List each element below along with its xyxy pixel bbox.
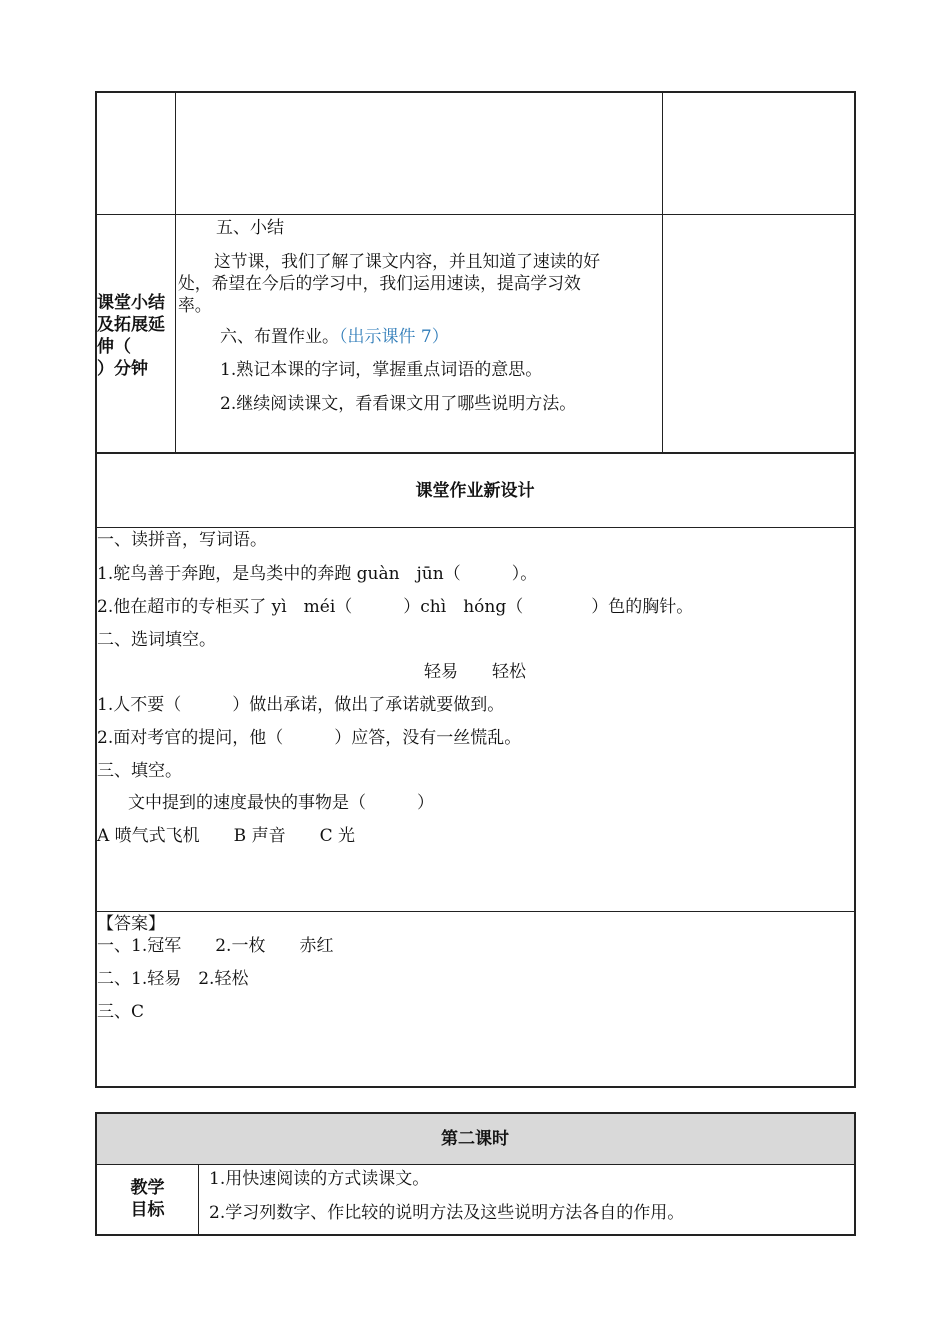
goal-label-line2: 目标 [130,1200,165,1220]
homework-note: （出示课件 7） [339,327,449,347]
row-divider-2 [96,452,854,454]
goal-item-2: 2.学习列数字、作比较的说明方法及这些说明方法各自的作用。 [209,1203,685,1223]
q3-heading: 三、填空。 [97,761,182,781]
row-label-line3: 伸（ [97,337,131,357]
q2-heading: 二、选词填空。 [97,630,216,650]
second-lesson-header-divider [96,1164,854,1165]
col-divider-left [175,92,176,452]
homework-heading: 六、布置作业。 [220,327,339,347]
summary-line-3: 率。 [178,295,212,315]
design-title: 课堂作业新设计 [415,481,535,501]
row-divider-3 [96,527,854,528]
answers-line-1: 一、1.冠军 2.一枚 赤红 [97,936,334,956]
q1-heading: 一、读拼音，写词语。 [97,530,267,550]
q2-item-1: 1.人不要（ ）做出承诺，做出了承诺就要做到。 [97,695,505,715]
answers-line-2: 二、1.轻易 2.轻松 [97,969,249,989]
summary-heading: 五、小结 [216,218,284,238]
row-label-line2: 及拓展延 [97,315,165,335]
second-lesson-title: 第二课时 [441,1129,509,1149]
row-label-line4: ）分钟 [97,359,148,379]
goal-label-line1: 教学 [130,1178,165,1198]
summary-line-2: 处，希望在今后的学习中，我们运用速读，提高学习效 [178,273,581,293]
q2-word-choices: 轻易 轻松 [424,662,526,682]
q1-item-1: 1.鸵鸟善于奔跑，是鸟类中的奔跑 guàn jūn（ ）。 [97,564,538,584]
goal-item-1: 1.用快速阅读的方式读课文。 [209,1169,430,1189]
answers-line-3: 三、C [97,1002,145,1022]
answers-heading: 【答案】 [97,914,165,934]
row-label-line1: 课堂小结 [97,293,165,313]
col-divider-right [662,92,663,452]
homework-item-1: 1.熟记本课的字词，掌握重点词语的意思。 [220,360,543,380]
row-divider-4 [96,911,854,912]
second-lesson-col-divider [198,1165,199,1234]
q2-item-2: 2.面对考官的提问，他（ ）应答，没有一丝慌乱。 [97,728,522,748]
q1-item-2: 2.他在超市的专柜买了 yì méi（ ）chì hóng（ ）色的胸针。 [97,597,694,617]
q3-options: A 喷气式飞机 B 声音 C 光 [97,826,355,846]
q3-question: 文中提到的速度最快的事物是（ ） [128,793,434,813]
homework-item-2: 2.继续阅读课文，看看课文用了哪些说明方法。 [220,394,577,414]
summary-line-1: 这节课，我们了解了课文内容，并且知道了速读的好 [214,251,600,271]
row-divider-1 [96,214,854,215]
homework-heading-line [220,329,449,346]
